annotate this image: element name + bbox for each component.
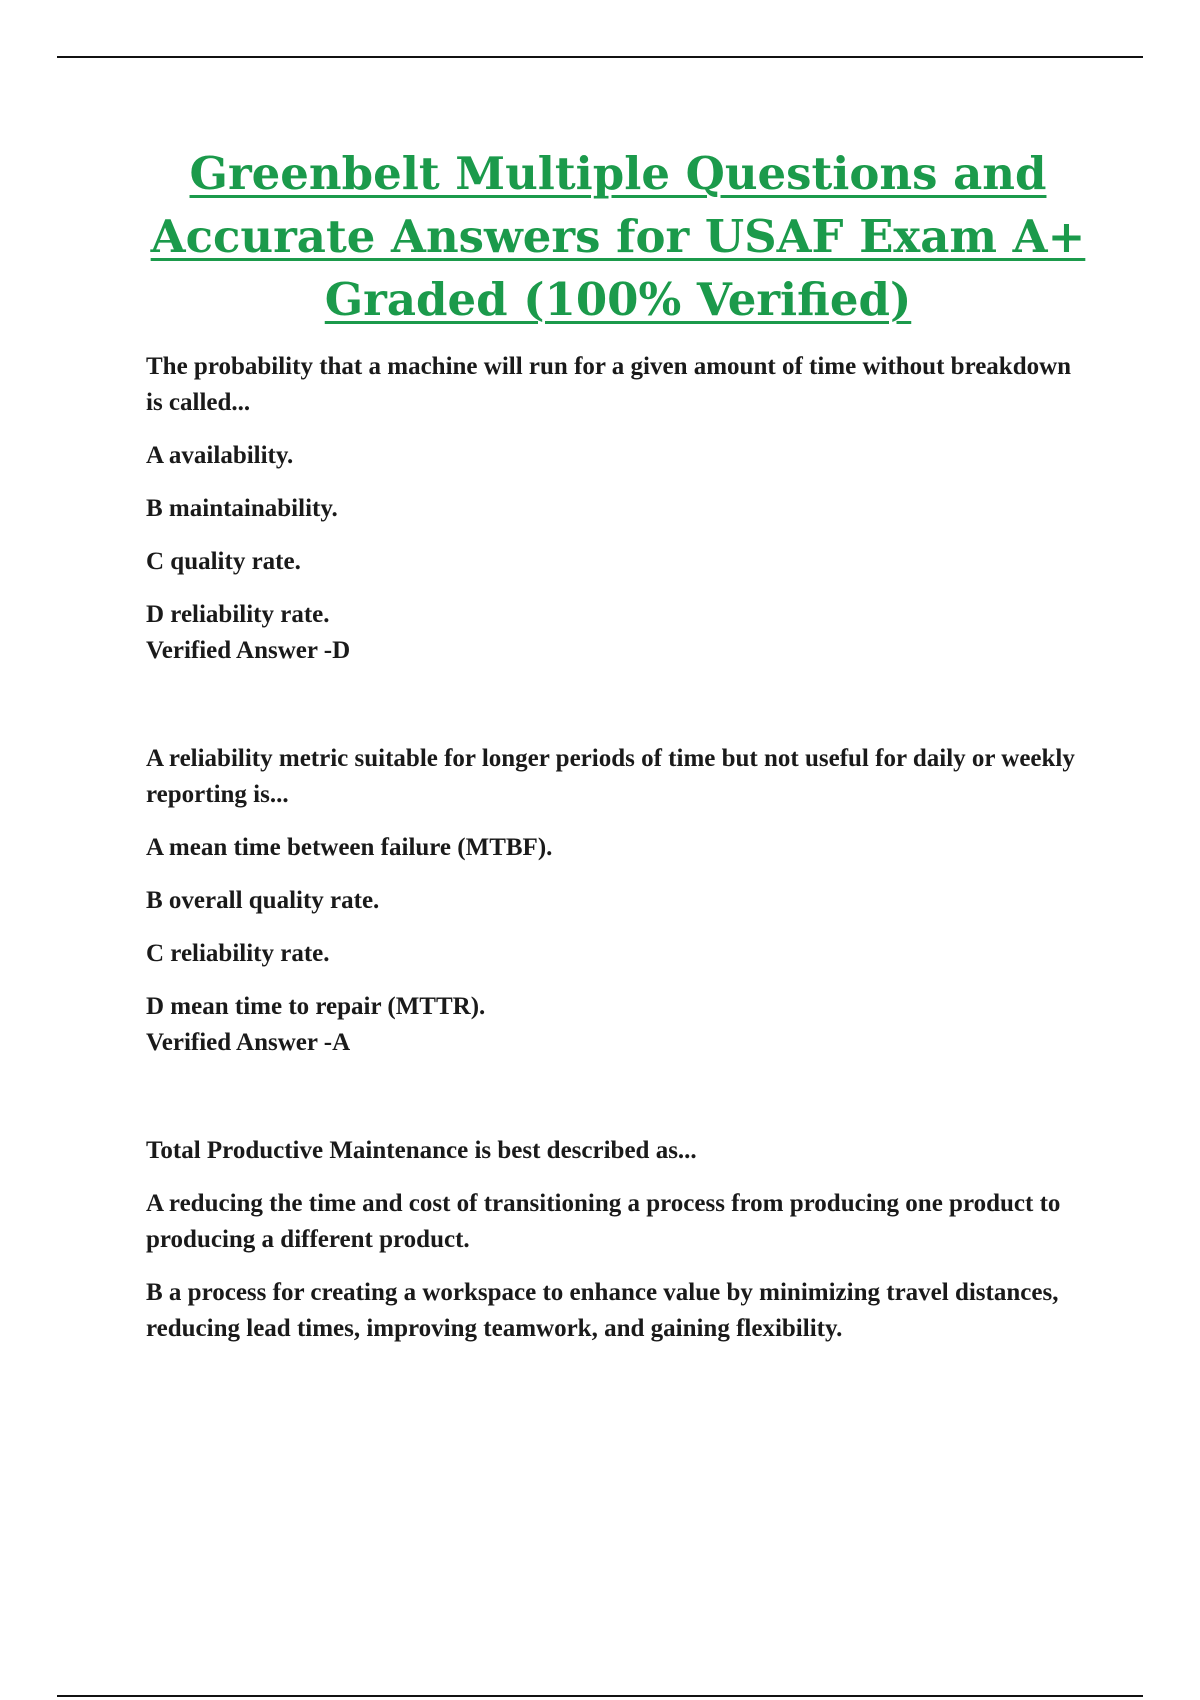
document-title: Greenbelt Multiple Questions and Accurate Answers for USAF Exam A+ Graded (100% Verified) xyxy=(150,147,1086,326)
option-d: D reliability rate. xyxy=(146,601,330,628)
option-b: B a process for creating a workspace to enhance value by minimizing travel distances, reducing lead times, improving teamwork, and gaining flexibility. xyxy=(146,1279,1059,1342)
option-b: B maintainability. xyxy=(146,495,338,522)
question-text: A reliability metric suitable for longer periods of time but not useful for daily or weekly reporting is... xyxy=(146,745,1075,808)
option-c: C reliability rate. xyxy=(146,940,330,967)
question-text: Total Productive Maintenance is best described as... xyxy=(146,1137,697,1164)
top-rule xyxy=(57,56,1143,58)
option-a: A mean time between failure (MTBF). xyxy=(146,834,553,861)
option-b: B overall quality rate. xyxy=(146,887,380,914)
option-a: A reducing the time and cost of transitioning a process from producing one product to producing a different product. xyxy=(146,1190,1061,1253)
bottom-rule xyxy=(57,1695,1143,1697)
question-block-1 xyxy=(146,349,1076,669)
option-c: C quality rate. xyxy=(146,548,301,575)
document-body xyxy=(146,349,1076,1419)
verified-answer: Verified Answer -A xyxy=(146,1029,351,1056)
question-block-3 xyxy=(146,1133,1076,1347)
option-d: D mean time to repair (MTTR). xyxy=(146,993,486,1020)
verified-answer: Verified Answer -D xyxy=(146,637,351,664)
question-text: The probability that a machine will run for a given amount of time without breakdown is called... xyxy=(146,353,1072,416)
question-block-2 xyxy=(146,741,1076,1061)
option-a: A availability. xyxy=(146,442,294,469)
